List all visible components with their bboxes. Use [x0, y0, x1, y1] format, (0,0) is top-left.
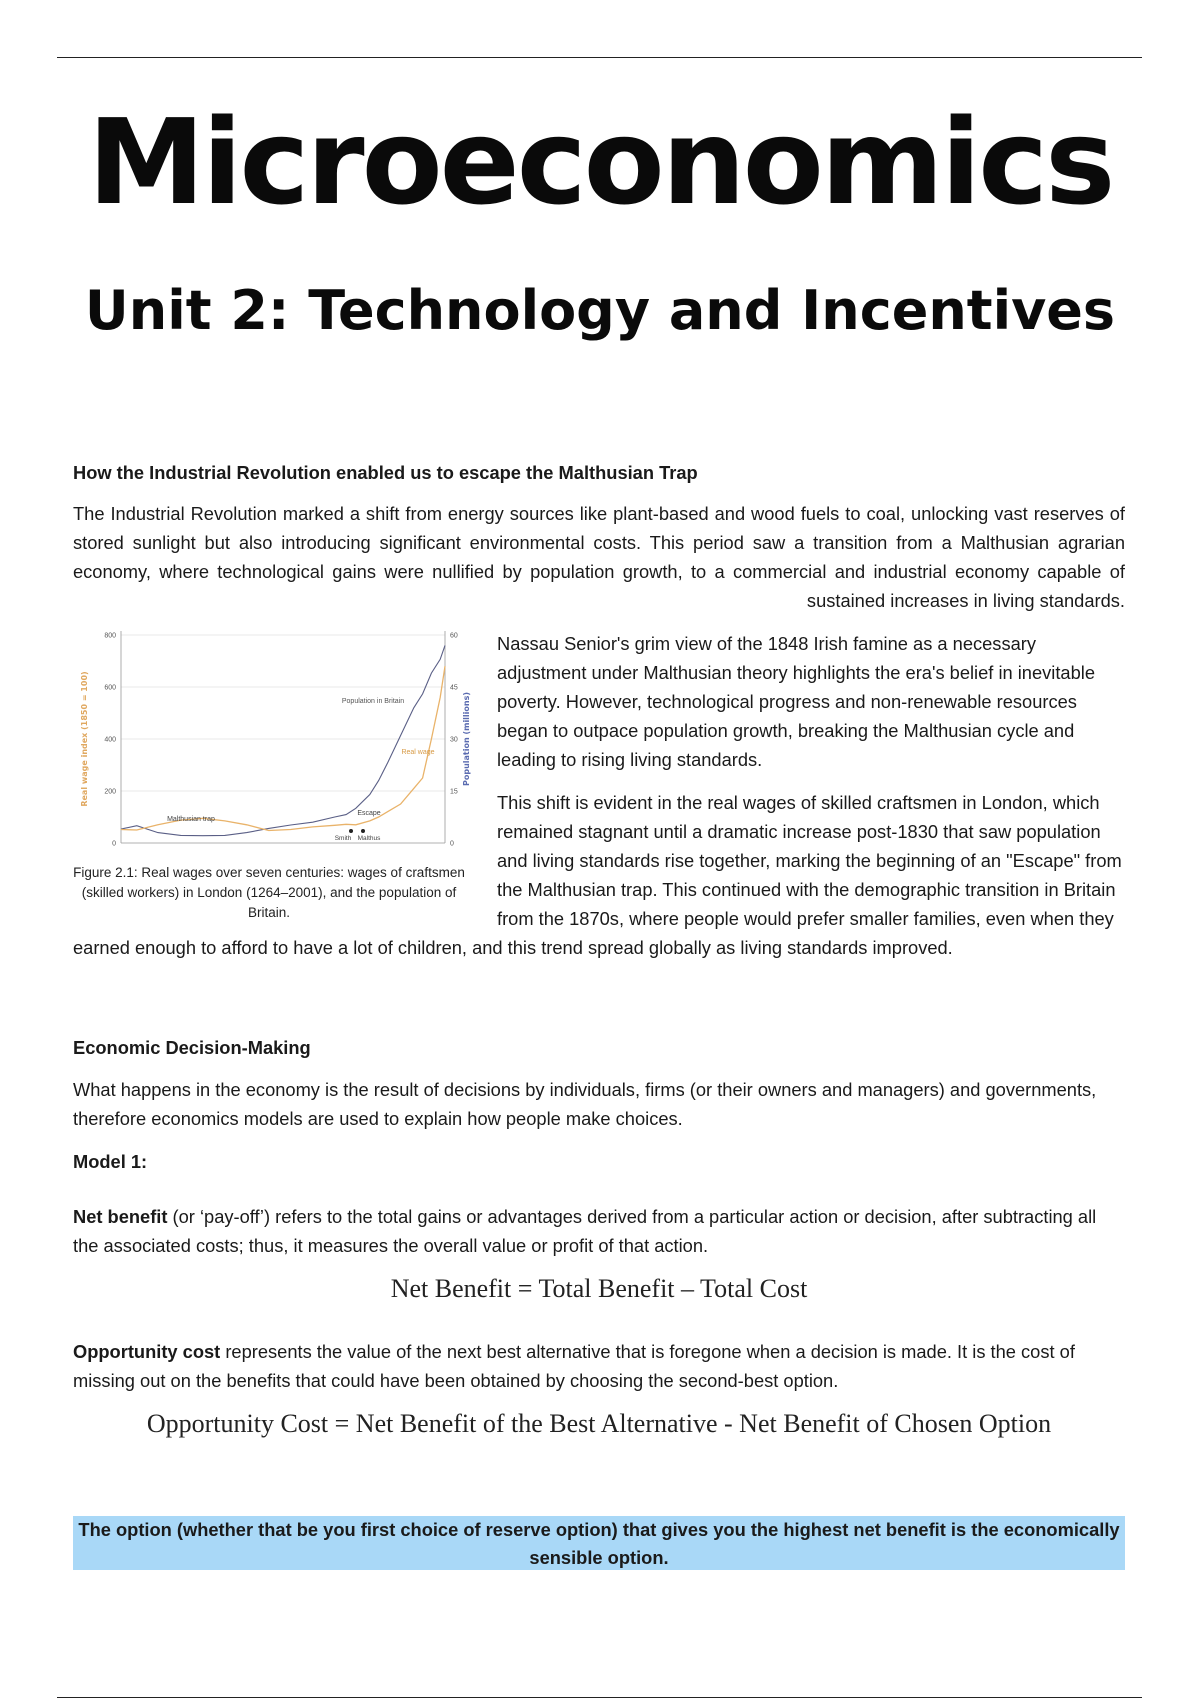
bottom-rule — [57, 1697, 1142, 1698]
decision-making-intro: What happens in the economy is the result of decisions by individuals, firms (or their owners and managers) and governments, therefore economics models are used to explain how people make choices. — [73, 1079, 1097, 1129]
trap-annotation: Malthusian trap — [167, 816, 215, 823]
right-tick-label: 0 — [450, 840, 454, 848]
unit-title: Unit 2: Technology and Incentives — [84, 279, 1116, 342]
section-industrial-revolution — [73, 458, 1125, 962]
real-wage-chart — [73, 621, 471, 861]
figure-caption: Figure 2.1: Real wages over seven centuries: wages of craftsmen (skilled workers) in London (1264–2001), and the population of Britain. — [73, 865, 465, 920]
right-tick-label: 45 — [450, 684, 458, 692]
net-benefit-term: Net benefit — [73, 1206, 168, 1227]
left-tick-label: 0 — [112, 840, 116, 848]
section-economic-decision-making — [73, 1033, 1125, 1438]
real-wage-series-line — [121, 666, 445, 830]
left-tick-label: 800 — [104, 632, 116, 640]
left-axis-label: Real wage index (1850 = 100) — [80, 671, 89, 807]
malthus-annotation: Malthus — [357, 835, 381, 842]
left-tick-label: 200 — [104, 788, 116, 796]
right-tick-label: 15 — [450, 788, 458, 796]
wage-annotation: Real wage — [401, 749, 435, 756]
intro-paragraph-1: The Industrial Revolution marked a shift from energy sources like plant-based and wood fuels to coal, unlocking vast reserves of stored sunlight but also introducing significant environmental costs. This period saw a transition from a Malthusian agrarian economy, where technological gains were nullified by population growth, to a commercial and industrial economy capable of sustained increases in living standards. — [73, 503, 1125, 611]
chart-gridlines — [121, 635, 445, 791]
highlight-callout: The option (whether that be you first choice of reserve option) that gives you the highest net benefit is the economically sensible option. — [73, 1516, 1125, 1570]
left-tick-label: 400 — [104, 736, 116, 744]
opportunity-cost-term: Opportunity cost — [73, 1341, 221, 1362]
top-rule — [57, 57, 1142, 58]
opportunity-cost-text: represents the value of the next best alternative that is foregone when a decision is made. It is the cost of missing out on the benefits that could have been obtained by choosing the second-best option. — [73, 1341, 1075, 1391]
opportunity-cost-definition — [73, 1337, 1125, 1395]
net-benefit-text: (or ‘pay-off’) refers to the total gains or advantages derived from a particular action or decision, after subtracting all the associated costs; thus, it measures the overall value or profit of that action. — [73, 1206, 1097, 1256]
smith-annotation: Smith — [334, 835, 352, 842]
figure-real-wages — [73, 615, 471, 923]
malthus-marker — [361, 829, 365, 833]
left-tick-label: 600 — [104, 684, 116, 692]
document-title: Microeconomics — [87, 93, 1113, 231]
section-heading-decision-making: Economic Decision-Making — [73, 1037, 311, 1058]
smith-marker — [349, 829, 353, 833]
opportunity-cost-formula: Opportunity Cost = Net Benefit of the Best Alternative - Net Benefit of Chosen Option — [146, 1409, 1052, 1438]
section-heading-malthusian: How the Industrial Revolution enabled us to escape the Malthusian Trap — [73, 462, 698, 483]
paragraph-nassau-senior: Nassau Senior's grim view of the 1848 Irish famine as a necessary adjustment under Malthusian theory highlights the era's belief in inevitable poverty. However, technological progress and non-renewable resources began to outpace population growth, breaking the Malthusian cycle and leading to rising living standards. — [497, 633, 1095, 770]
right-axis-label: Population (millions) — [462, 691, 471, 787]
paragraph-real-wages: This shift is evident in the real wages of skilled craftsmen in London, which remained stagnant until a dramatic increase post-1830 that saw population and living standards rise together, marking the beginning of an "Escape" from the Malthusian trap. This continued with the demographic transition in Britain from the 1870s, where people would prefer smaller families, even when they earned enough to afford to have a lot of children, and this trend spread globally as living standards improved. — [73, 792, 1122, 958]
right-tick-label: 30 — [450, 736, 458, 744]
net-benefit-definition — [73, 1202, 1125, 1260]
escape-annotation: Escape — [357, 810, 381, 817]
right-tick-label: 60 — [450, 632, 458, 640]
net-benefit-formula: Net Benefit = Total Benefit – Total Cost — [390, 1274, 808, 1303]
model-label: Model 1: — [73, 1151, 148, 1172]
population-annotation: Population in Britain — [341, 698, 405, 705]
